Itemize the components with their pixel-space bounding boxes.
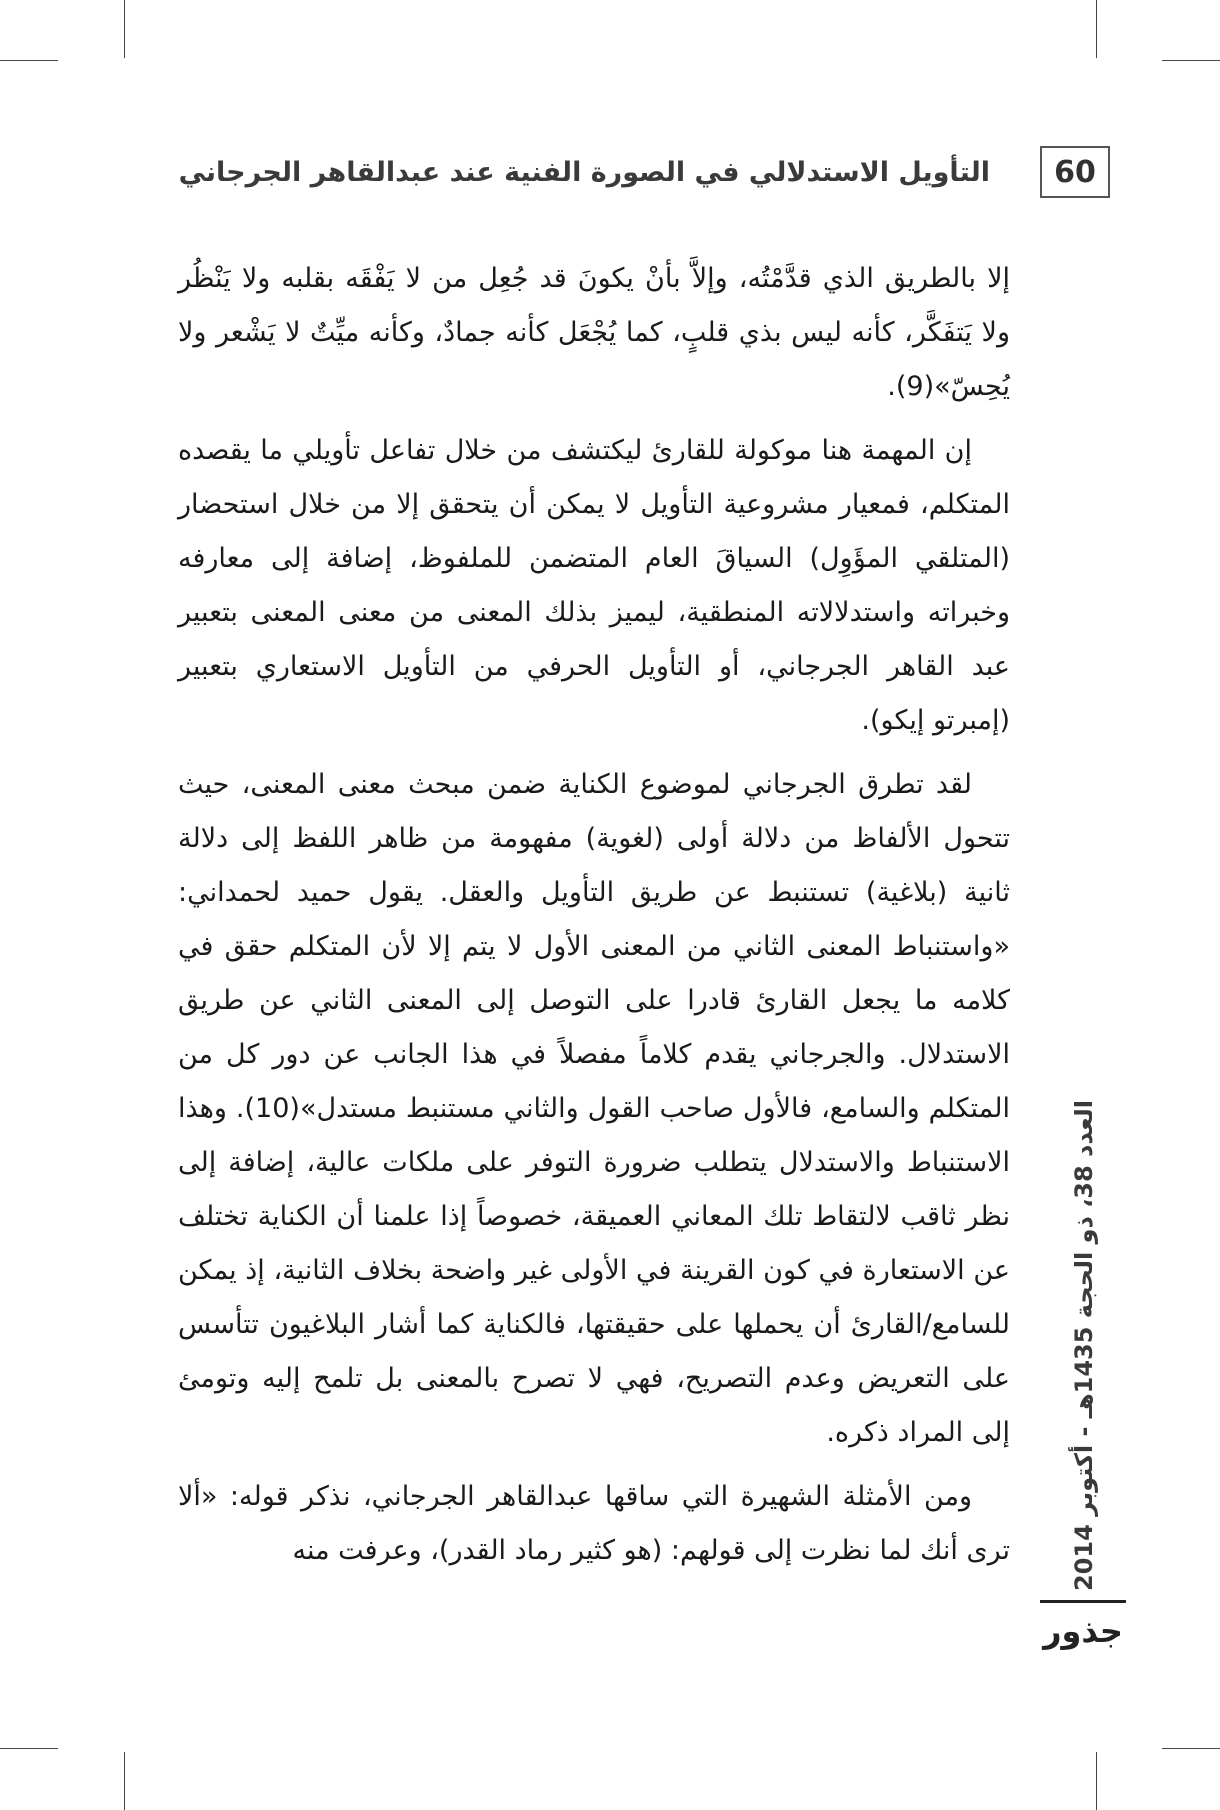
paragraph: ومن الأمثلة الشهيرة التي ساقها عبدالقاهر الجرجاني، نذكر قوله: «ألا ترى أنك لما نظرت إلى قولهم: (هو كثير رماد القدر)، وعرفت منه (178, 1481, 1010, 1566)
issue-caption: العدد 38، ذو الحجة 1435هـ - أكتوبر 2014 (1070, 1100, 1098, 1591)
crop-mark (1162, 60, 1220, 61)
running-title: التأويل الاستدلالي في الصورة الفنية عند عبدالقاهر الجرجاني (178, 157, 990, 188)
crop-mark (1096, 0, 1097, 58)
paragraph: لقد تطرق الجرجاني لموضوع الكناية ضمن مبحث معنى المعنى، حيث تتحول الألفاظ من دلالة أولى (لغوية) مفهومة من ظاهر اللفظ إلى دلالة ثانية (بلاغية) تستنبط عن طريق التأويل والعقل. يقول حميد لحمداني: «واستنباط المعنى الثاني من المعنى الأول لا يتم إلا لأن المتكلم حقق في كلامه ما يجعل القارئ قادرا على التوصل إلى المعنى الثاني عن طريق الاستدلال. والجرجاني يقدم كلاماً مفصلاً في هذا الجانب عن دور كل من المتكلم والسامع، فالأول صاحب القول والثاني مستنبط مستدل»(10). وهذا الاستنباط والاستدلال يتطلب ضرورة التوفر على ملكات عالية، إضافة إلى نظر ثاقب لالتقاط تلك المعاني العميقة، خصوصاً إذا علمنا أن الكناية تختلف عن الاستعارة في كون القرينة في الأولى غير واضحة بخلاف الثانية، إذ يمكن للسامع/القارئ أن يحملها على حقيقتها، فالكناية كما أشار البلاغيون تتأسس على التعريض وعدم التصريح، فهي لا تصرح بالمعنى بل تلمح إليه وتومئ إلى المراد ذكره. (178, 769, 1010, 1448)
paragraph: إلا بالطريق الذي قدَّمْتُه، وإلاَّ بأنْ يكونَ قد جُعِل من لا يَفْقَه بقلبه ولا يَنْظُر ولا يَتفَكَّر، كأنه ليس بذي قلبٍ، كما يُجْعَل كأنه جمادٌ، وكأنه ميِّتٌ لا يَشْعر ولا يُحِسّ»(9). (178, 263, 1010, 402)
paragraph: إن المهمة هنا موكولة للقارئ ليكتشف من خلال تفاعل تأويلي ما يقصده المتكلم، فمعيار مشروعية التأويل لا يمكن أن يتحقق إلا من خلال استحضار (المتلقي المؤَوِل) السياقَ العام المتضمن للملفوظ، إضافة إلى معارفه وخبراته واستدلالاته المنطقية، ليميز بذلك المعنى من معنى المعنى بتعبير عبد القاهر الجرجاني، أو التأويل الحرفي من التأويل الاستعاري بتعبير (إمبرتو إيكو). (178, 435, 1010, 736)
journal-logo: جذور (1040, 1600, 1126, 1659)
page-number: 60 (1040, 146, 1110, 198)
crop-mark (1162, 1748, 1220, 1749)
article-body (178, 252, 1010, 1578)
crop-mark (124, 0, 125, 58)
crop-mark (0, 60, 58, 61)
crop-mark (0, 1748, 58, 1749)
crop-mark (124, 1752, 125, 1810)
crop-mark (1096, 1752, 1097, 1810)
